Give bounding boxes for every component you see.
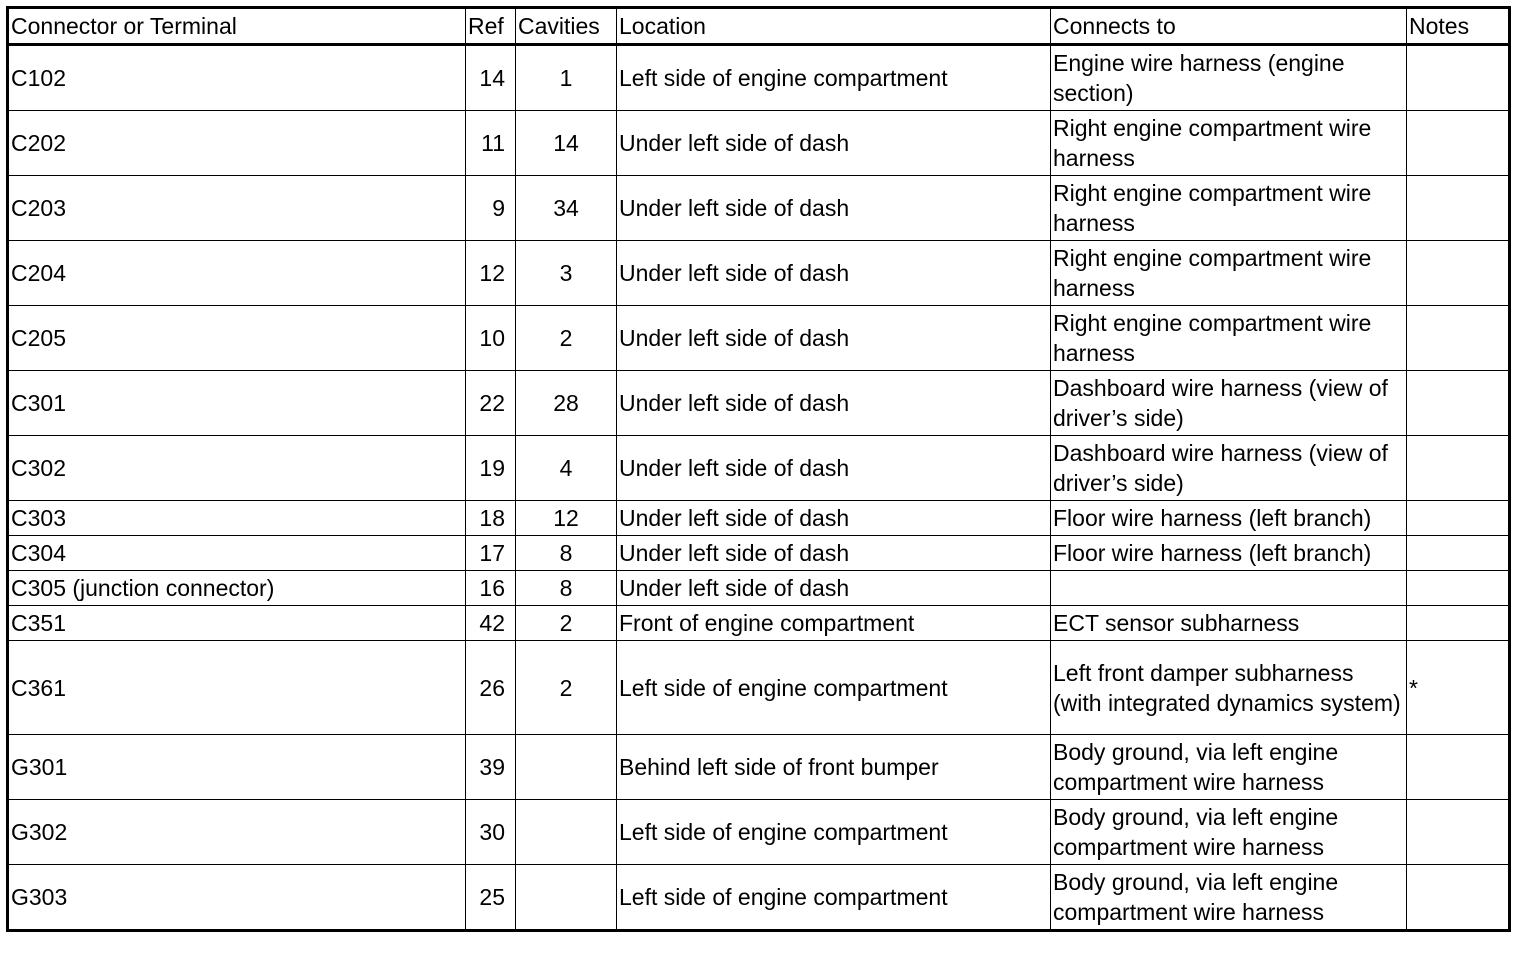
cell-notes [1407, 606, 1510, 641]
cell-connector: C102 [8, 45, 466, 111]
table-row [8, 571, 1510, 606]
cell-ref: 42 [466, 606, 516, 641]
cell-connects-to: Right engine compartment wire harness [1051, 241, 1407, 306]
table-row [8, 306, 1510, 371]
cell-cavities: 3 [516, 241, 617, 306]
cell-connector: C205 [8, 306, 466, 371]
cell-location: Under left side of dash [617, 241, 1051, 306]
table-row [8, 111, 1510, 176]
cell-connector: C351 [8, 606, 466, 641]
table-row [8, 176, 1510, 241]
column-header-location: Location [617, 8, 1051, 45]
cell-connector: C302 [8, 436, 466, 501]
cell-cavities: 28 [516, 371, 617, 436]
column-header-connects-to: Connects to [1051, 8, 1407, 45]
cell-notes [1407, 536, 1510, 571]
cell-connects-to: Right engine compartment wire harness [1051, 111, 1407, 176]
cell-notes [1407, 111, 1510, 176]
cell-ref: 22 [466, 371, 516, 436]
table-row [8, 241, 1510, 306]
cell-connects-to: Right engine compartment wire harness [1051, 306, 1407, 371]
cell-cavities: 8 [516, 571, 617, 606]
cell-cavities: 2 [516, 641, 617, 735]
cell-location: Under left side of dash [617, 306, 1051, 371]
table-row [8, 436, 1510, 501]
cell-connects-to: Body ground, via left engine compartment wire harness [1051, 865, 1407, 931]
cell-connector: C361 [8, 641, 466, 735]
cell-notes [1407, 865, 1510, 931]
cell-ref: 26 [466, 641, 516, 735]
table-header-row [8, 8, 1510, 45]
cell-connector: C203 [8, 176, 466, 241]
cell-location: Left side of engine compartment [617, 865, 1051, 931]
cell-notes [1407, 371, 1510, 436]
cell-notes [1407, 176, 1510, 241]
table-row [8, 865, 1510, 931]
cell-location: Left side of engine compartment [617, 45, 1051, 111]
cell-location: Behind left side of front bumper [617, 735, 1051, 800]
cell-connects-to: Dashboard wire harness (view of driver’s side) [1051, 371, 1407, 436]
cell-notes [1407, 241, 1510, 306]
cell-cavities: 4 [516, 436, 617, 501]
column-header-cavities: Cavities [516, 8, 617, 45]
cell-notes [1407, 45, 1510, 111]
table-row [8, 371, 1510, 436]
cell-cavities: 2 [516, 306, 617, 371]
cell-notes: * [1407, 641, 1510, 735]
cell-cavities [516, 735, 617, 800]
cell-connector: C303 [8, 501, 466, 536]
cell-ref: 16 [466, 571, 516, 606]
cell-cavities [516, 865, 617, 931]
column-header-connector: Connector or Terminal [8, 8, 466, 45]
cell-connects-to: Right engine compartment wire harness [1051, 176, 1407, 241]
cell-connector: C202 [8, 111, 466, 176]
cell-cavities: 1 [516, 45, 617, 111]
table-row [8, 536, 1510, 571]
cell-location: Under left side of dash [617, 111, 1051, 176]
cell-location: Under left side of dash [617, 176, 1051, 241]
column-header-notes: Notes [1407, 8, 1510, 45]
cell-connects-to: Body ground, via left engine compartment wire harness [1051, 800, 1407, 865]
cell-connector: G302 [8, 800, 466, 865]
cell-cavities: 2 [516, 606, 617, 641]
cell-ref: 30 [466, 800, 516, 865]
table-row [8, 606, 1510, 641]
cell-ref: 12 [466, 241, 516, 306]
cell-connector: C304 [8, 536, 466, 571]
connector-table-container [6, 6, 1511, 932]
cell-notes [1407, 735, 1510, 800]
cell-notes [1407, 306, 1510, 371]
cell-location: Under left side of dash [617, 371, 1051, 436]
cell-cavities: 14 [516, 111, 617, 176]
cell-location: Front of engine compartment [617, 606, 1051, 641]
cell-location: Left side of engine compartment [617, 800, 1051, 865]
cell-connector: C301 [8, 371, 466, 436]
cell-connects-to: Floor wire harness (left branch) [1051, 536, 1407, 571]
cell-connector: C204 [8, 241, 466, 306]
cell-ref: 14 [466, 45, 516, 111]
cell-notes [1407, 571, 1510, 606]
cell-cavities: 12 [516, 501, 617, 536]
cell-ref: 9 [466, 176, 516, 241]
cell-connector: G303 [8, 865, 466, 931]
cell-location: Under left side of dash [617, 501, 1051, 536]
cell-ref: 39 [466, 735, 516, 800]
cell-ref: 11 [466, 111, 516, 176]
cell-ref: 19 [466, 436, 516, 501]
connector-table [6, 6, 1511, 932]
cell-location: Left side of engine compartment [617, 641, 1051, 735]
cell-connects-to: Body ground, via left engine compartment wire harness [1051, 735, 1407, 800]
table-row [8, 501, 1510, 536]
cell-cavities [516, 800, 617, 865]
table-row [8, 735, 1510, 800]
cell-location: Under left side of dash [617, 536, 1051, 571]
cell-location: Under left side of dash [617, 436, 1051, 501]
cell-connector: G301 [8, 735, 466, 800]
cell-cavities: 34 [516, 176, 617, 241]
cell-connects-to: Floor wire harness (left branch) [1051, 501, 1407, 536]
cell-connects-to: Dashboard wire harness (view of driver’s side) [1051, 436, 1407, 501]
cell-connects-to: Left front damper subharness (with integrated dynamics system) [1051, 641, 1407, 735]
table-row [8, 45, 1510, 111]
table-row [8, 800, 1510, 865]
cell-connects-to [1051, 571, 1407, 606]
cell-ref: 18 [466, 501, 516, 536]
column-header-ref: Ref [466, 8, 516, 45]
cell-connects-to: ECT sensor subharness [1051, 606, 1407, 641]
cell-location: Under left side of dash [617, 571, 1051, 606]
cell-ref: 17 [466, 536, 516, 571]
cell-ref: 25 [466, 865, 516, 931]
cell-notes [1407, 800, 1510, 865]
cell-connector: C305 (junction connector) [8, 571, 466, 606]
cell-notes [1407, 501, 1510, 536]
cell-cavities: 8 [516, 536, 617, 571]
table-row [8, 641, 1510, 735]
cell-notes [1407, 436, 1510, 501]
cell-ref: 10 [466, 306, 516, 371]
cell-connects-to: Engine wire harness (engine section) [1051, 45, 1407, 111]
